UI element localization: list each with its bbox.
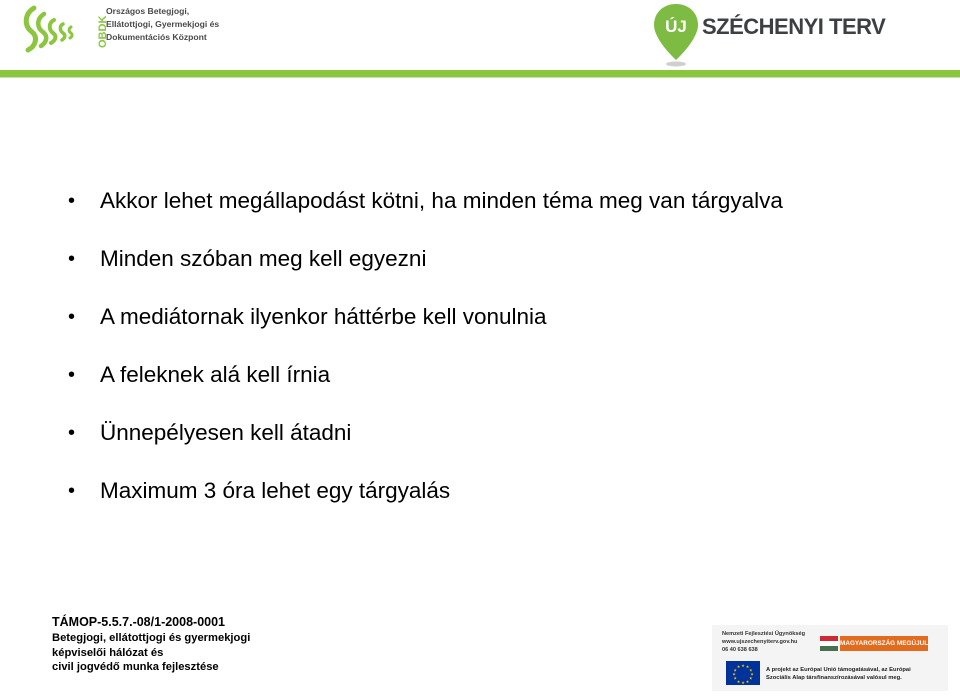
project-info bbox=[52, 614, 250, 675]
project-title-line: civil jogvédő munka fejlesztése bbox=[52, 661, 219, 673]
list-item bbox=[64, 416, 783, 474]
svg-text:★: ★ bbox=[745, 678, 750, 684]
obdk-name-line: Országos Betegjogi, bbox=[106, 6, 190, 16]
list-item-text: A mediátornak ilyenkor háttérbe kell vonulnia bbox=[100, 304, 547, 329]
list-item bbox=[64, 184, 783, 242]
list-item bbox=[64, 300, 783, 358]
svg-text:★: ★ bbox=[732, 671, 736, 677]
bullet-icon: • bbox=[68, 190, 76, 212]
eu-funding-line: A projekt az Európai Unió támogatásával, az Európai bbox=[766, 667, 911, 673]
obdk-name-line: Dokumentációs Központ bbox=[106, 32, 207, 42]
funding-logos bbox=[712, 625, 948, 691]
header bbox=[0, 0, 960, 78]
list-item bbox=[64, 358, 783, 416]
bullet-icon: • bbox=[68, 364, 76, 386]
list-item-text: Ünnepélyesen kell átadni bbox=[100, 420, 352, 445]
bullet-icon: • bbox=[68, 306, 76, 328]
eu-funding-text bbox=[766, 666, 911, 682]
header-divider bbox=[0, 70, 960, 77]
hungarian-flag-icon bbox=[820, 636, 838, 651]
list-item bbox=[64, 474, 783, 532]
agency-line: 06 40 638 638 bbox=[722, 647, 758, 653]
project-title-line: képviselői hálózat és bbox=[52, 646, 164, 659]
svg-text:★: ★ bbox=[736, 664, 741, 670]
svg-text:★: ★ bbox=[750, 671, 754, 677]
obdk-name-line: Ellátottjogi, Gyermekjogi és bbox=[106, 19, 220, 29]
list-item-text: Maximum 3 óra lehet egy tárgyalás bbox=[100, 478, 451, 503]
list-item bbox=[64, 242, 783, 300]
eu-funding-line: Szociális Alap társfinanszírozásával valósul meg. bbox=[766, 675, 902, 681]
project-code: TÁMOP-5.5.7.-08/1-2008-0001 bbox=[52, 615, 226, 629]
svg-text:★: ★ bbox=[733, 667, 737, 673]
agency-info bbox=[722, 630, 805, 654]
svg-text:★: ★ bbox=[749, 667, 753, 673]
bullet-icon: • bbox=[68, 422, 76, 444]
bullet-list bbox=[64, 184, 783, 532]
szt-title: SZÉCHENYI TERV bbox=[702, 14, 886, 39]
svg-text:★: ★ bbox=[749, 675, 753, 681]
bullet-icon: • bbox=[68, 480, 76, 502]
list-item-text: A feleknek alá kell írnia bbox=[100, 362, 331, 387]
szt-badge: ÚJ bbox=[665, 17, 687, 36]
obdk-acronym: OBDK bbox=[97, 15, 109, 48]
bullet-icon: • bbox=[68, 248, 76, 270]
header-divider-shade bbox=[0, 77, 960, 78]
location-pin-icon bbox=[652, 2, 702, 68]
svg-text:★: ★ bbox=[741, 680, 745, 685]
svg-text:★: ★ bbox=[741, 663, 745, 668]
agency-line: Nemzeti Fejlesztési Ügynökség bbox=[722, 631, 806, 637]
svg-text:★: ★ bbox=[733, 675, 737, 681]
magyarorszag-megujul-badge: MAGYARORSZÁG MEGÚJUL bbox=[840, 636, 928, 651]
project-title-line: Betegjogi, ellátottjogi és gyermekjogi bbox=[52, 632, 251, 644]
svg-text:★: ★ bbox=[736, 678, 741, 684]
agency-line: www.ujszechenyiterv.gov.hu bbox=[722, 639, 798, 645]
svg-text:★: ★ bbox=[745, 664, 750, 670]
list-item-text: Minden szóban meg kell egyezni bbox=[100, 246, 427, 271]
obdk-name bbox=[106, 5, 219, 44]
eu-flag-icon bbox=[726, 661, 760, 685]
list-item-text: Akkor lehet megállapodást kötni, ha minden téma meg van tárgyalva bbox=[100, 188, 783, 213]
